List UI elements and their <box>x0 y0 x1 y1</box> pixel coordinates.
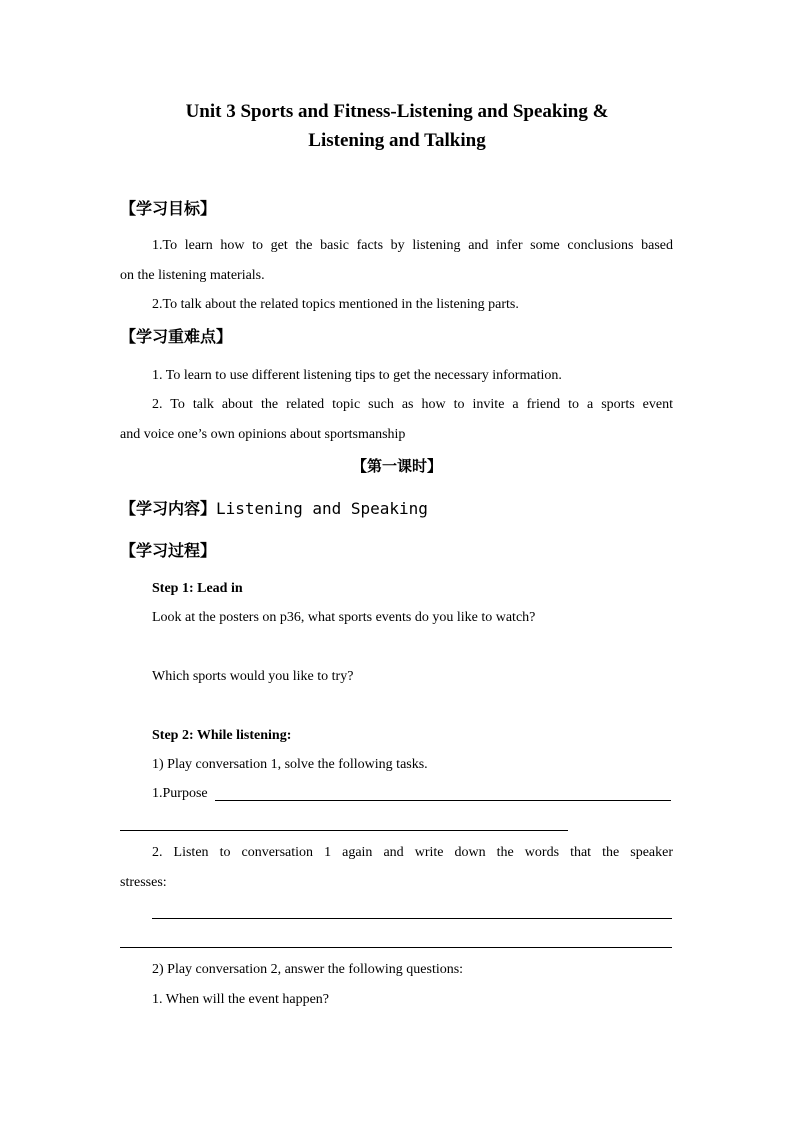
objective-2: 2.To talk about the related topics mentioned in the listening parts. <box>152 297 519 312</box>
purpose-answer-line-2[interactable] <box>120 830 568 831</box>
step-1-question-1: Look at the posters on p36, what sports events do you like to watch? <box>152 610 536 625</box>
listen-again-line-2: stresses: <box>120 875 167 890</box>
key-point-1: 1. To learn to use different listening tips to get the necessary information. <box>152 368 562 383</box>
objective-1-line-1: 1.To learn how to get the basic facts by listening and infer some conclusions based <box>152 238 673 253</box>
objectives-heading: 【学习目标】 <box>120 199 217 218</box>
key-point-2-line-1: 2. To talk about the related topic such as how to invite a friend to a sports event <box>152 397 673 412</box>
content-heading <box>120 496 428 519</box>
key-points-heading: 【学习重难点】 <box>120 327 233 346</box>
purpose-answer-line-1[interactable] <box>215 800 671 801</box>
step-1-question-2: Which sports would you like to try? <box>152 669 354 684</box>
stressed-words-answer-line-2[interactable] <box>120 947 672 948</box>
lesson-heading: 【第一课时】 <box>351 457 442 475</box>
purpose-label: 1.Purpose <box>152 786 208 801</box>
key-point-2-line-2: and voice one’s own opinions about sportsmanship <box>120 427 406 442</box>
step-2-task-1: 1) Play conversation 1, solve the following tasks. <box>152 757 428 772</box>
page-title-line-1: Unit 3 Sports and Fitness-Listening and Speaking & <box>185 101 609 122</box>
listen-again-line-1: 2. Listen to conversation 1 again and write down the words that the speaker <box>152 845 673 860</box>
step-2-task-2: 2) Play conversation 2, answer the following questions: <box>152 962 464 977</box>
process-heading: 【学习过程】 <box>120 541 217 560</box>
step-1-title: Step 1: Lead in <box>152 581 243 596</box>
question-when: 1. When will the event happen? <box>152 992 330 1007</box>
objective-1-line-2: on the listening materials. <box>120 268 265 283</box>
stressed-words-answer-line-1[interactable] <box>152 918 672 919</box>
content-heading-cn: 【学习内容】 <box>120 499 217 518</box>
page-title-line-2: Listening and Talking <box>308 130 486 151</box>
step-2-title: Step 2: While listening: <box>152 728 292 743</box>
content-heading-en: Listening and Speaking <box>216 499 428 518</box>
